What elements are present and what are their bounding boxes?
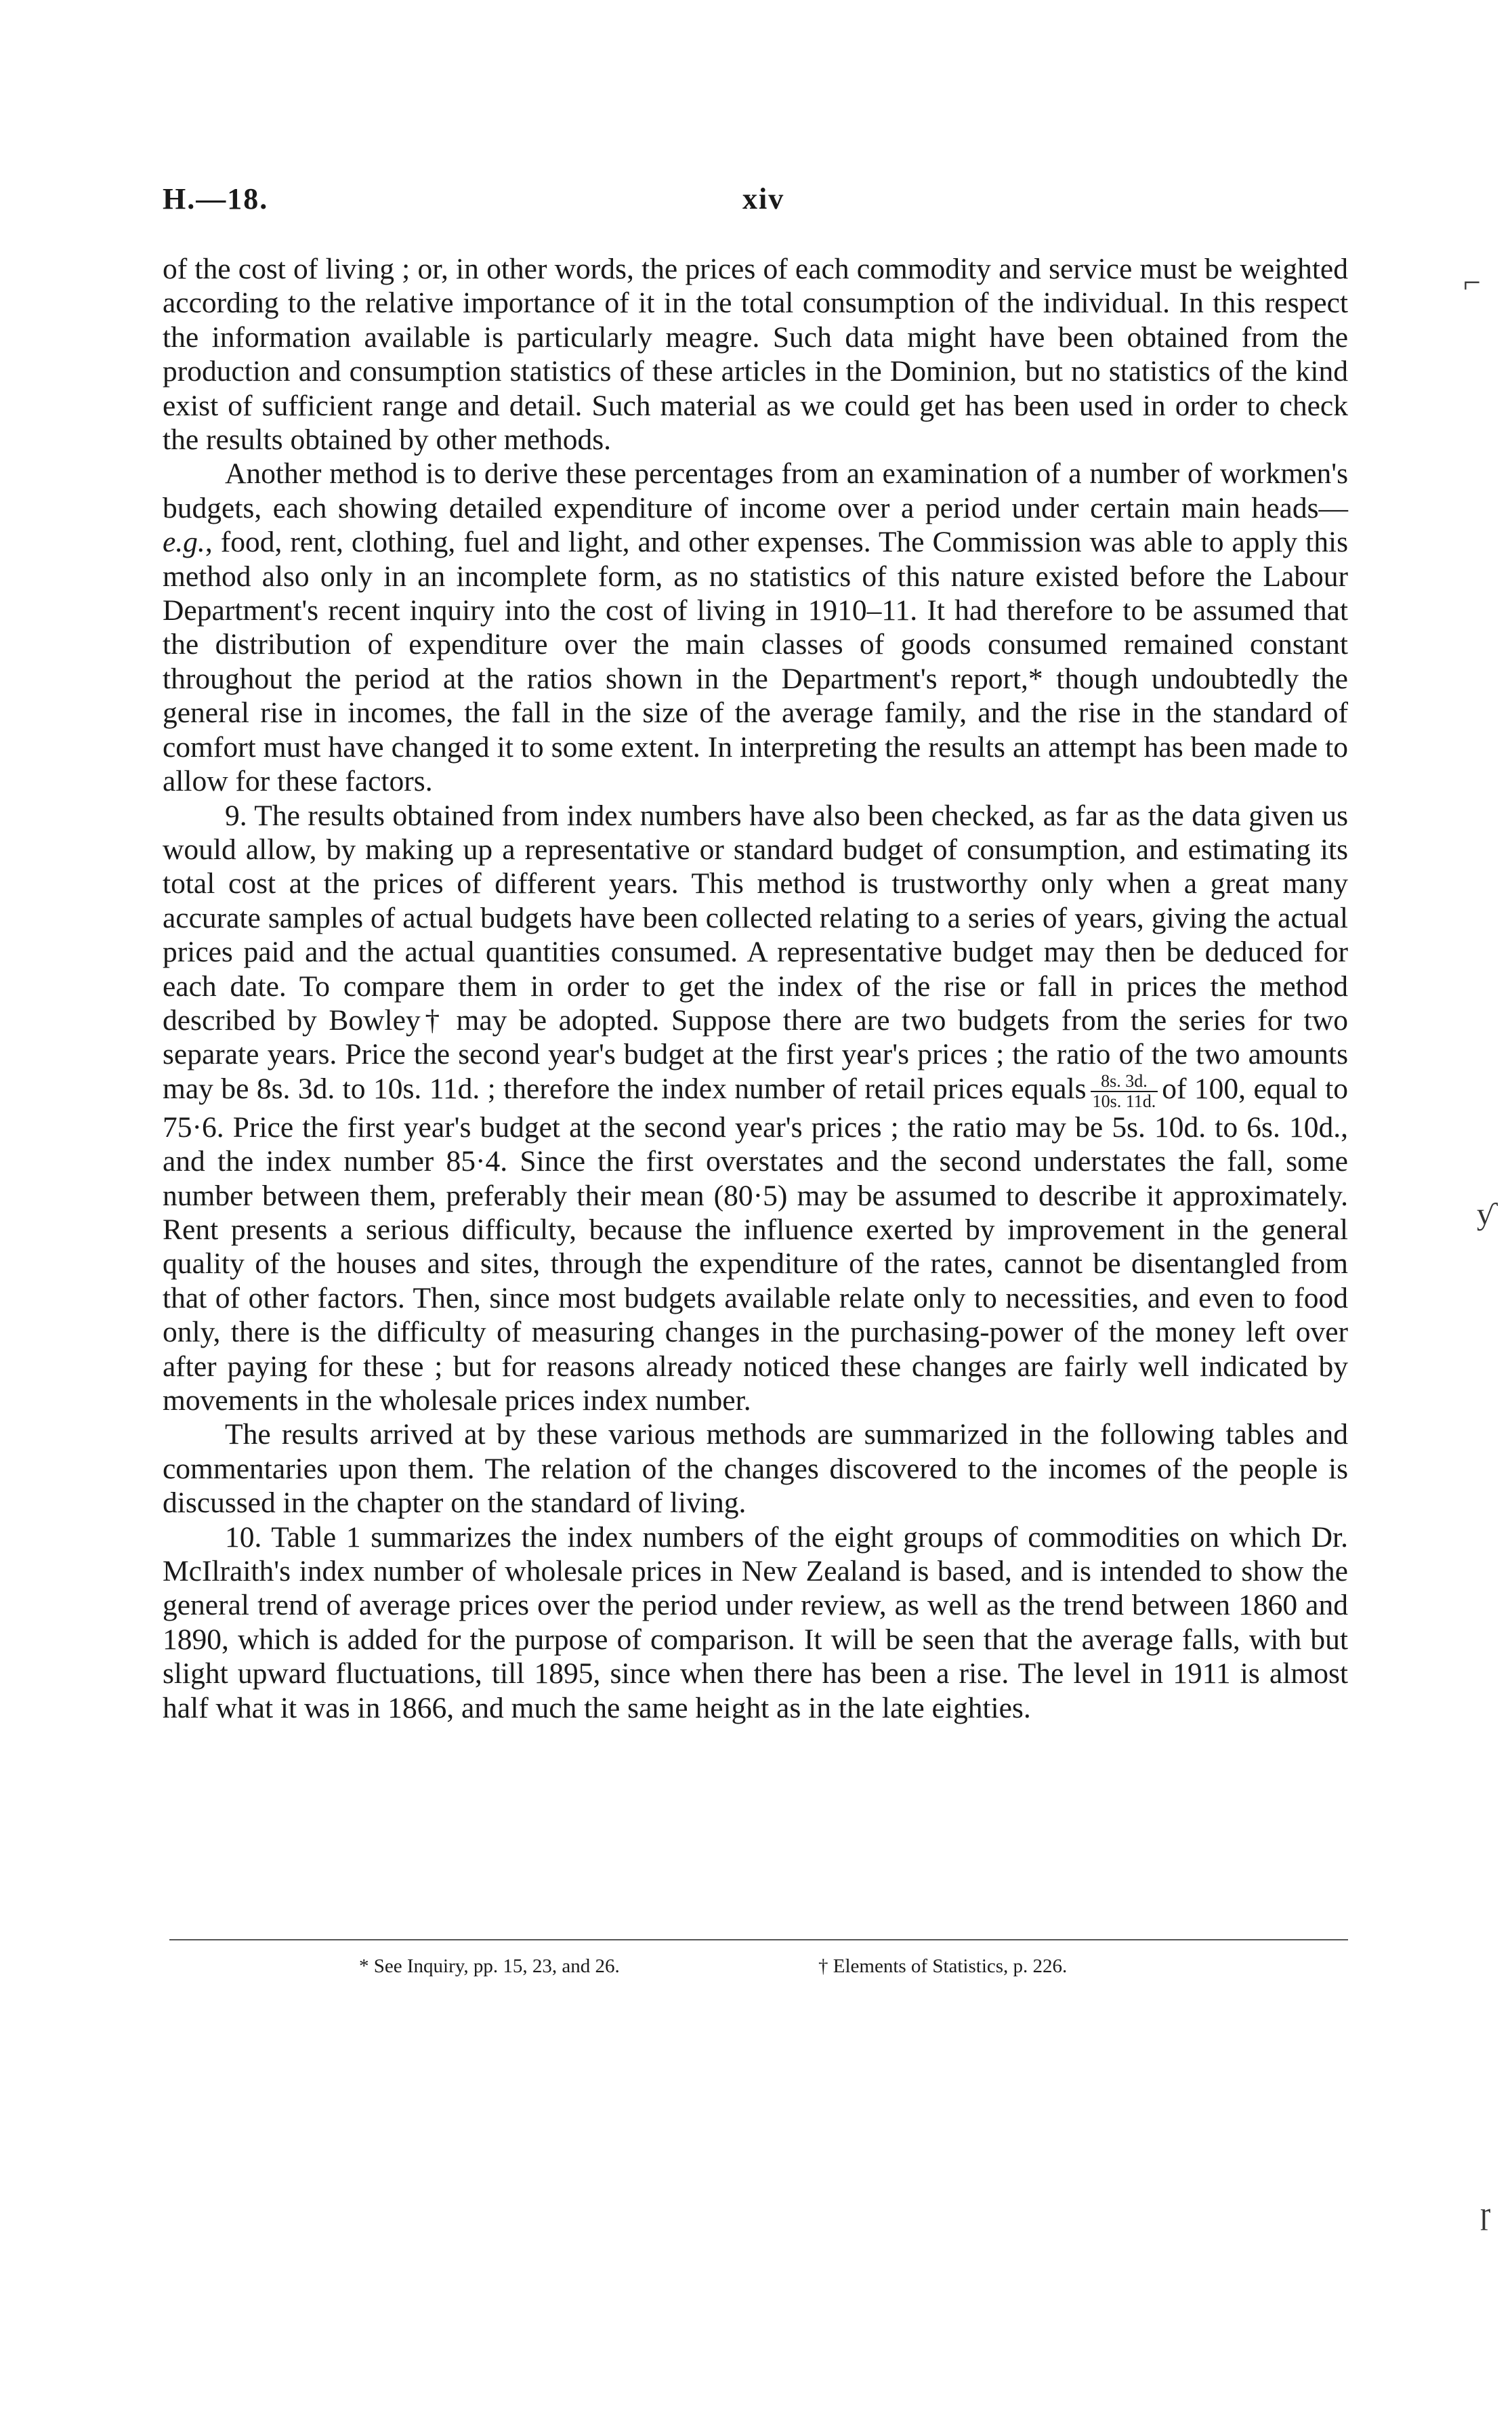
paragraph-section-10 — [163, 1520, 1348, 1725]
fraction — [1091, 1070, 1158, 1111]
paragraph-text: 9. The results obtained from index numbers have also been checked, as far as the data given us would allow, by making up a representative or standard budget of consumption, and estimating its total cost at the prices of different years. This method is trustworthy only when a great many accurate samples of actual budgets have been collected relating to a series of years, giving the actual prices paid and the actual quantities consumed. A representative budget may then be deduced for each date. To compare them in order to get the index of the rise or fall in prices the method described by Bowley† may be adopted. Suppose there are two budgets from the series for two separate years. Price the second year's budget at the first year's prices ; the ratio of the two amounts may be 8s. 3d. to 10s. 11d. ; therefore the index number of retail prices equals — [163, 799, 1348, 1105]
paragraph-cost-of-living — [163, 252, 1348, 457]
footnote-divider — [169, 1939, 1348, 1940]
paragraph-results-summary — [163, 1417, 1348, 1520]
margin-mark-icon: ⌐ — [1463, 265, 1481, 299]
paragraph-text: , food, rent, clothing, fuel and light, and other expenses. The Commission was able to apply this method also only in an incomplete form, as no statistics of this nature existed before the Labour Department's recent inquiry into the cost of living in 1910–11. It had therefore to be assumed that the distribution of expenditure over the main classes of goods consumed remained constant throughout the period at the ratios shown in the Department's report,* though undoubtedly the general rise in incomes, the fall in the size of the average family, and the rise in the standard of comfort must have changed it to some extent. In interpreting the results an attempt has been made to allow for these factors. — [163, 526, 1348, 798]
footnote-inquiry: * See Inquiry, pp. 15, 23, and 26. — [359, 1955, 620, 1977]
paragraph-workmens-budgets — [163, 457, 1348, 798]
fraction-numerator: 8s. 3d. — [1091, 1073, 1158, 1092]
paragraph-text: The results arrived at by these various methods are summarized in the following tables and commentaries upon them. The relation of the changes discovered to the incomes of the people is discussed in the chapter on the standard of living. — [163, 1418, 1348, 1520]
page-number: xiv — [742, 182, 785, 215]
paragraph-section-9 — [163, 799, 1348, 1418]
document-reference: H.—18. — [163, 182, 269, 215]
paragraph-text: of the cost of living ; or, in other words, the prices of each commodity and service must be weighted according to the relative importance of it in the total consumption of the individual. In this respect the information available is particularly meagre. Such data might have been obtained from the production and consumption statistics of these articles in the Dominion, but no statistics of the kind exist of sufficient range and detail. Such material as we could get has been used in order to check the results obtained by other methods. — [163, 253, 1348, 457]
fraction-denominator: 10s. 11d. — [1092, 1091, 1156, 1111]
page-header — [163, 182, 1348, 222]
body-text — [163, 252, 1348, 1725]
footnote-bowley: † Elements of Statistics, p. 226. — [818, 1955, 1068, 1977]
paragraph-text: Another method is to derive these percentages from an examination of a number of workmen's budgets, each showing detailed expenditure of income over a period under certain main heads— — [163, 457, 1348, 524]
italic-eg: e.g. — [163, 526, 205, 559]
margin-mark-icon: ƴ — [1477, 1197, 1492, 1231]
paragraph-text: of 100, equal to 75·6. Price the first year's budget at the second year's prices ; the ratio may be 5s. 10d. to 6s. 10d., and the index number 85·4. Since the first overstates and the second understates the fall, some number between them, preferably their mean (80·5) may be assumed to describe it approximately. Rent presents a serious difficulty, because the influence exerted by improvement in the general quality of the houses and sites, through the expenditure of the rates, cannot be disentangled from that of other factors. Then, since most budgets available relate only to necessities, and even to food only, there is the difficulty of measuring changes in the purchasing-power of the money left over after paying for these ; but for reasons already noticed these changes are fairly well indicated by movements in the wholesale prices index number. — [163, 1072, 1348, 1417]
paragraph-text: 10. Table 1 summarizes the index numbers of the eight groups of commodities on which Dr. McIlraith's index number of wholesale prices in New Zealand is based, and is intended to show the general trend of average prices over the period under review, as well as the trend between 1860 and 1890, which is added for the purpose of comparison. It will be seen that the average falls, with but slight upward fluctuations, till 1895, since when there has been a rise. The level in 1911 is almost half what it was in 1866, and much the same height as in the late eighties. — [163, 1520, 1348, 1724]
margin-mark-icon: ɼ — [1480, 2196, 1491, 2230]
